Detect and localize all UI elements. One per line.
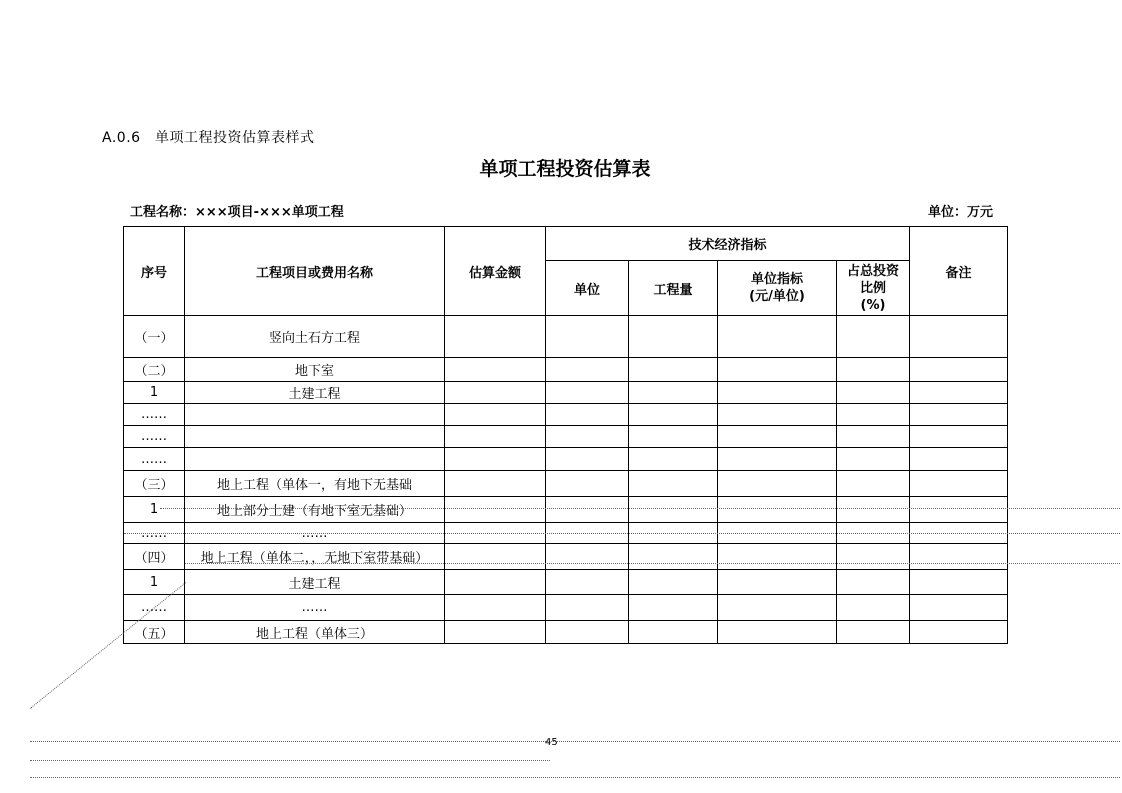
row-ratio-cell[interactable] <box>837 404 910 426</box>
row-quantity-cell[interactable] <box>629 621 718 644</box>
header-ratio-line3: (%) <box>860 297 886 313</box>
row-seq: …… <box>124 523 185 544</box>
row-name: 地上工程（单体三） <box>185 621 445 644</box>
row-remark-cell[interactable] <box>910 595 1008 621</box>
row-unit-index-cell[interactable] <box>718 570 837 595</box>
table-row <box>124 570 1008 595</box>
row-seq: …… <box>124 404 185 426</box>
table-row <box>124 621 1008 644</box>
row-unit-index-cell[interactable] <box>718 448 837 471</box>
dotted-rule <box>30 741 1120 742</box>
row-seq: 1 <box>124 382 185 404</box>
row-quantity-cell[interactable] <box>629 497 718 523</box>
row-name: 地上工程（单体一，有地下无基础 <box>185 471 445 497</box>
table-row <box>124 358 1008 382</box>
header-unit-index <box>718 261 837 316</box>
row-amount-cell[interactable] <box>445 544 546 570</box>
header-unit: 单位 <box>546 261 629 316</box>
row-remark-cell[interactable] <box>910 358 1008 382</box>
row-amount-cell[interactable] <box>445 448 546 471</box>
row-ratio-cell[interactable] <box>837 382 910 404</box>
table-row <box>124 497 1008 523</box>
table-row <box>124 382 1008 404</box>
row-name <box>185 426 445 448</box>
header-remark: 备注 <box>910 227 1008 316</box>
row-remark-cell[interactable] <box>910 426 1008 448</box>
row-ratio-cell[interactable] <box>837 448 910 471</box>
row-ratio-cell[interactable] <box>837 570 910 595</box>
row-quantity-cell[interactable] <box>629 595 718 621</box>
header-tech-group: 技术经济指标 <box>546 227 910 261</box>
row-unit-cell[interactable] <box>546 316 629 358</box>
row-quantity-cell[interactable] <box>629 544 718 570</box>
row-seq: （二） <box>124 358 185 382</box>
row-remark-cell[interactable] <box>910 404 1008 426</box>
row-quantity-cell[interactable] <box>629 404 718 426</box>
row-quantity-cell[interactable] <box>629 570 718 595</box>
dotted-rule <box>185 563 1120 564</box>
row-amount-cell[interactable] <box>445 497 546 523</box>
row-quantity-cell[interactable] <box>629 382 718 404</box>
row-amount-cell[interactable] <box>445 382 546 404</box>
row-quantity-cell[interactable] <box>629 426 718 448</box>
row-remark-cell[interactable] <box>910 497 1008 523</box>
row-unit-cell[interactable] <box>546 570 629 595</box>
row-ratio-cell[interactable] <box>837 595 910 621</box>
row-name <box>185 404 445 426</box>
header-quantity: 工程量 <box>629 261 718 316</box>
dotted-rule <box>160 508 1120 509</box>
row-amount-cell[interactable] <box>445 570 546 595</box>
row-unit-index-cell[interactable] <box>718 595 837 621</box>
row-seq: 1 <box>124 570 185 595</box>
row-unit-index-cell[interactable] <box>718 316 837 358</box>
table-body <box>124 316 1008 644</box>
row-unit-cell[interactable] <box>546 544 629 570</box>
row-unit-cell[interactable] <box>546 471 629 497</box>
row-quantity-cell[interactable] <box>629 448 718 471</box>
page-title: 单项工程投资估算表 <box>479 158 651 180</box>
row-remark-cell[interactable] <box>910 570 1008 595</box>
row-unit-cell[interactable] <box>546 404 629 426</box>
estimate-table <box>123 226 1008 644</box>
row-unit-cell[interactable] <box>546 497 629 523</box>
row-amount-cell[interactable] <box>445 595 546 621</box>
header-ratio-line2: 比例 <box>860 280 887 296</box>
row-unit-cell[interactable] <box>546 382 629 404</box>
header-ratio <box>837 261 910 316</box>
table-row <box>124 471 1008 497</box>
page-number: 45 <box>545 737 558 748</box>
row-seq: （三） <box>124 471 185 497</box>
row-amount-cell[interactable] <box>445 404 546 426</box>
row-name: 地上部分土建（有地下室无基础） <box>185 497 445 523</box>
row-unit-cell[interactable] <box>546 426 629 448</box>
row-unit-cell[interactable] <box>546 621 629 644</box>
header-unit-index-sub: (元/单位) <box>749 289 805 304</box>
header-seq: 序号 <box>124 227 185 316</box>
header-ratio-line1: 占总投资 <box>847 263 900 279</box>
row-seq: 1 <box>124 497 185 523</box>
table-row <box>124 544 1008 570</box>
row-name: 地上工程（单体二，，无地下室带基础） <box>185 544 445 570</box>
row-ratio-cell[interactable] <box>837 426 910 448</box>
project-name: 工程名称：×××项目-×××单项工程 <box>130 205 344 220</box>
row-remark-cell[interactable] <box>910 316 1008 358</box>
row-amount-cell[interactable] <box>445 358 546 382</box>
row-ratio-cell[interactable] <box>837 621 910 644</box>
dotted-rule <box>30 760 550 761</box>
row-remark-cell[interactable] <box>910 471 1008 497</box>
row-unit-cell[interactable] <box>546 595 629 621</box>
row-name: 土建工程 <box>185 570 445 595</box>
row-unit-index-cell[interactable] <box>718 404 837 426</box>
row-ratio-cell[interactable] <box>837 316 910 358</box>
row-ratio-cell[interactable] <box>837 471 910 497</box>
table-row <box>124 426 1008 448</box>
row-quantity-cell[interactable] <box>629 471 718 497</box>
row-quantity-cell[interactable] <box>629 358 718 382</box>
row-ratio-cell[interactable] <box>837 358 910 382</box>
row-unit-index-cell[interactable] <box>718 544 837 570</box>
row-seq: （五） <box>124 621 185 644</box>
row-name: 竖向土石方工程 <box>185 316 445 358</box>
dotted-diagonal <box>30 582 186 709</box>
row-name: 土建工程 <box>185 382 445 404</box>
row-amount-cell[interactable] <box>445 471 546 497</box>
row-amount-cell[interactable] <box>445 621 546 644</box>
row-name <box>185 448 445 471</box>
row-seq: …… <box>124 448 185 471</box>
row-quantity-cell[interactable] <box>629 316 718 358</box>
dotted-rule <box>124 533 1120 534</box>
header-amount: 估算金额 <box>445 227 546 316</box>
table-row <box>124 316 1008 358</box>
table-row <box>124 595 1008 621</box>
row-remark-cell[interactable] <box>910 544 1008 570</box>
row-amount-cell[interactable] <box>445 426 546 448</box>
row-ratio-cell[interactable] <box>837 497 910 523</box>
table-row <box>124 404 1008 426</box>
row-seq: （四） <box>124 544 185 570</box>
row-unit-index-cell[interactable] <box>718 426 837 448</box>
header-unit-index-label: 单位指标 <box>750 272 803 287</box>
row-name: …… <box>185 523 445 544</box>
unit-label: 单位：万元 <box>928 205 994 220</box>
row-remark-cell[interactable] <box>910 382 1008 404</box>
row-seq: …… <box>124 426 185 448</box>
row-unit-index-cell[interactable] <box>718 471 837 497</box>
row-ratio-cell[interactable] <box>837 544 910 570</box>
section-heading: A.0.6 单项工程投资估算表样式 <box>102 130 315 146</box>
row-name: 地下室 <box>185 358 445 382</box>
row-unit-index-cell[interactable] <box>718 358 837 382</box>
table-row <box>124 448 1008 471</box>
row-unit-cell[interactable] <box>546 358 629 382</box>
row-unit-index-cell[interactable] <box>718 497 837 523</box>
row-unit-cell[interactable] <box>546 448 629 471</box>
row-amount-cell[interactable] <box>445 316 546 358</box>
row-unit-index-cell[interactable] <box>718 382 837 404</box>
row-remark-cell[interactable] <box>910 621 1008 644</box>
header-name: 工程项目或费用名称 <box>185 227 445 316</box>
row-remark-cell[interactable] <box>910 448 1008 471</box>
row-name: …… <box>185 595 445 621</box>
row-seq: （一） <box>124 316 185 358</box>
row-unit-index-cell[interactable] <box>718 621 837 644</box>
row-seq: …… <box>124 595 185 621</box>
dotted-rule <box>30 777 1120 778</box>
